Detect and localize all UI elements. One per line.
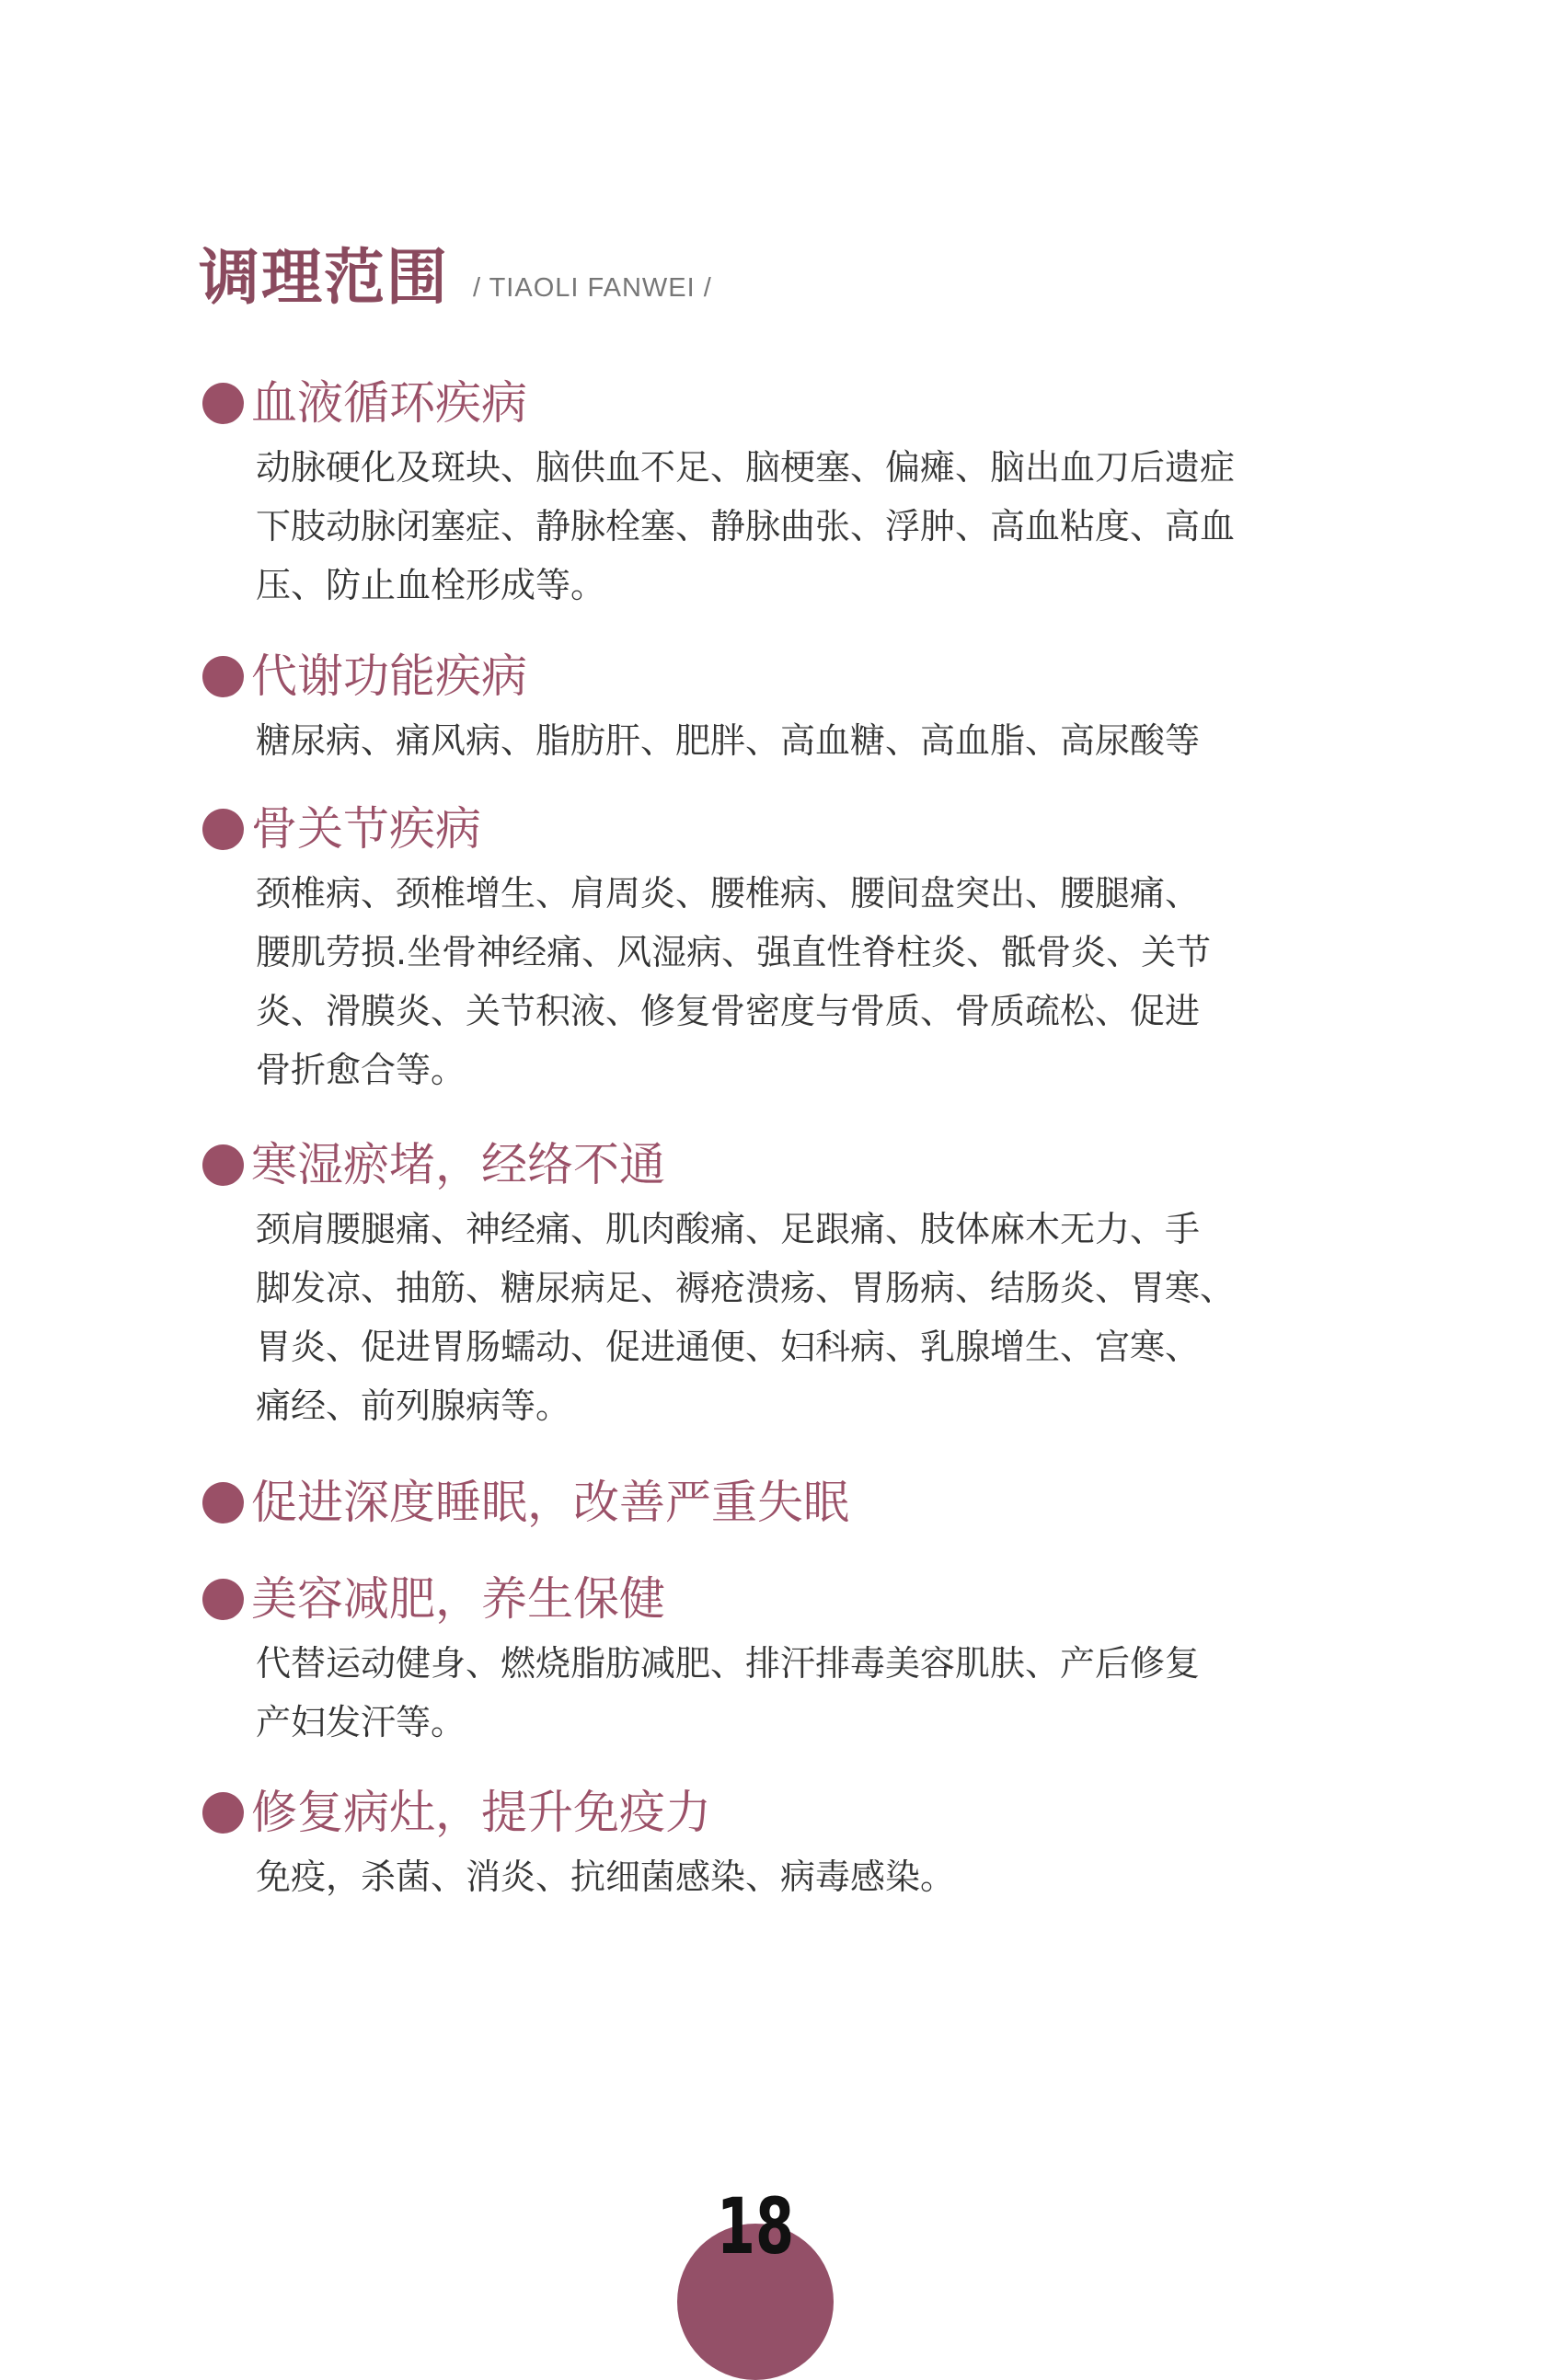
section-cold-damp <box>202 1137 1353 1435</box>
body-line: 下肢动脉闭塞症、静脉栓塞、静脉曲张、浮肿、高血粘度、高血 <box>256 506 1236 546</box>
section-heading <box>202 801 1353 857</box>
body-line: 产妇发汗等。 <box>256 1702 466 1742</box>
section-body <box>256 438 1353 615</box>
section-heading <box>202 1475 1353 1530</box>
body-line: 骨折愈合等。 <box>256 1050 466 1090</box>
section-immunity <box>202 1785 1353 1906</box>
section-heading-text: 美容减肥，养生保健 <box>251 1572 665 1626</box>
body-line: 压、防止血栓形成等。 <box>256 565 606 605</box>
section-body <box>256 1200 1353 1435</box>
section-heading <box>202 1137 1353 1192</box>
section-heading <box>202 1785 1353 1840</box>
section-bone-joint <box>202 801 1353 1099</box>
body-line: 糖尿病、痛风病、脂肪肝、肥胖、高血糖、高血脂、高尿酸等 <box>256 720 1201 761</box>
section-heading <box>202 1571 1353 1627</box>
body-line: 痛经、前列腺病等。 <box>256 1385 571 1426</box>
section-heading-text: 寒湿瘀堵，经络不通 <box>251 1138 665 1191</box>
section-heading <box>202 375 1353 431</box>
body-line: 腰肌劳损.坐骨神经痛、风湿病、强直性脊柱炎、骶骨炎、关节 <box>256 932 1212 972</box>
section-body <box>256 1634 1353 1752</box>
section-body <box>256 711 1353 770</box>
bullet-icon <box>202 809 244 850</box>
body-line: 免疫，杀菌、消炎、抗细菌感染、病毒感染。 <box>256 1857 956 1897</box>
page-title: 调理范围 <box>199 241 449 313</box>
bullet-icon <box>202 1579 244 1620</box>
section-body <box>256 1847 1353 1906</box>
section-heading <box>202 649 1353 704</box>
page-number: 18 <box>716 2181 795 2271</box>
body-line: 胃炎、促进胃肠蠕动、促进通便、妇科病、乳腺增生、宫寒、 <box>256 1327 1201 1367</box>
section-sleep <box>202 1475 1353 1530</box>
body-line: 脚发凉、抽筋、糖尿病足、褥疮溃疡、胃肠病、结肠炎、胃寒、 <box>256 1268 1236 1308</box>
section-heading-text: 骨关节疾病 <box>251 802 481 856</box>
body-line: 代替运动健身、燃烧脂肪减肥、排汗排毒美容肌肤、产后修复 <box>256 1643 1201 1684</box>
section-heading-text: 修复病灶，提升免疫力 <box>251 1786 711 1839</box>
bullet-icon <box>202 1482 244 1523</box>
body-line: 颈肩腰腿痛、神经痛、肌肉酸痛、足跟痛、肢体麻木无力、手 <box>256 1209 1201 1249</box>
section-body <box>256 864 1353 1099</box>
section-heading-text: 代谢功能疾病 <box>251 650 527 703</box>
bullet-icon <box>202 1792 244 1834</box>
bullet-icon <box>202 656 244 697</box>
bullet-icon <box>202 1144 244 1186</box>
section-heading-text: 血液循环疾病 <box>251 376 527 430</box>
section-beauty-health <box>202 1571 1353 1752</box>
page-subtitle: / TIAOLI FANWEI / <box>473 273 712 303</box>
body-line: 动脉硬化及斑块、脑供血不足、脑梗塞、偏瘫、脑出血刀后遗症 <box>256 447 1236 488</box>
body-line: 颈椎病、颈椎增生、肩周炎、腰椎病、腰间盘突出、腰腿痛、 <box>256 873 1201 914</box>
section-blood-circulation <box>202 375 1353 615</box>
section-heading-text: 促进深度睡眠，改善严重失眠 <box>251 1476 849 1529</box>
bullet-icon <box>202 383 244 424</box>
body-line: 炎、滑膜炎、关节积液、修复骨密度与骨质、骨质疏松、促进 <box>256 991 1201 1031</box>
page-header <box>199 241 712 313</box>
section-metabolic <box>202 649 1353 770</box>
